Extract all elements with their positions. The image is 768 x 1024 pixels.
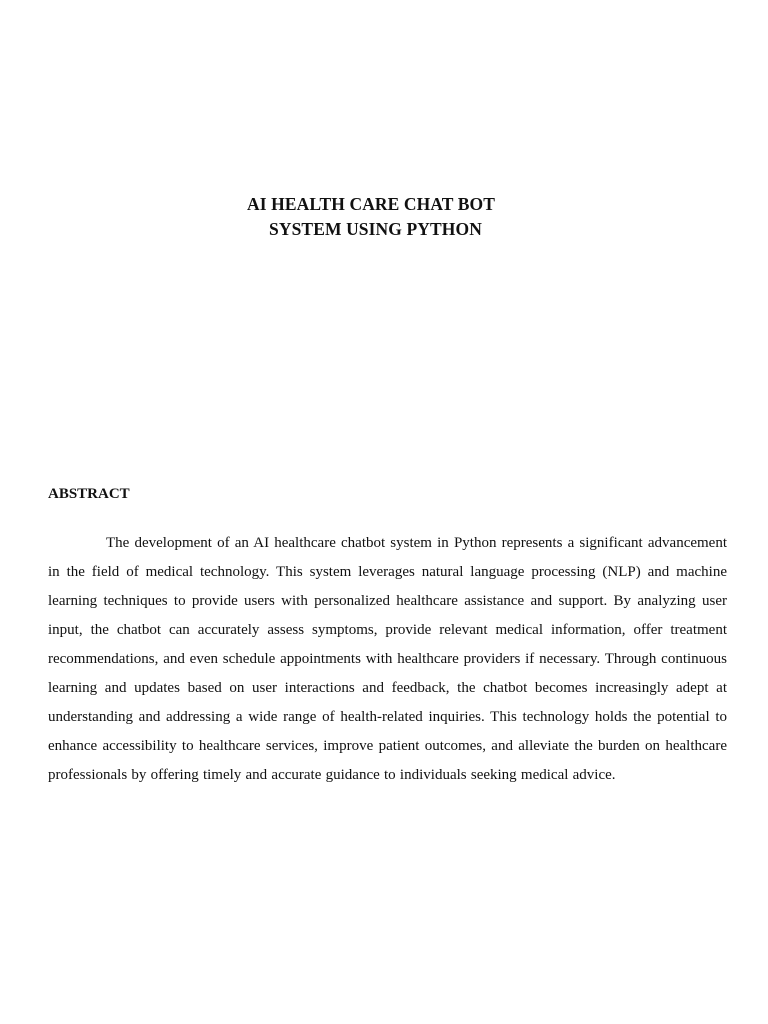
document-title — [0, 192, 768, 242]
title-line-2: SYSTEM USING PYTHON — [269, 219, 482, 239]
abstract-paragraph: The development of an AI healthcare chatbot system in Python represents a significant advancement in the field of medical technology. This system leverages natural language processing (NLP) and machine learning techniques to provide users with personalized healthcare assistance and support. By analyzing user input, the chatbot can accurately assess symptoms, provide relevant medical information, offer treatment recommendations, and even schedule appointments with healthcare providers if necessary. Through continuous learning and updates based on user interactions and feedback, the chatbot becomes increasingly adept at understanding and addressing a wide range of health-related inquiries. This technology holds the potential to enhance accessibility to healthcare services, improve patient outcomes, and alleviate the burden on healthcare professionals by offering timely and accurate guidance to individuals seeking medical advice. — [48, 535, 727, 783]
title-line-1: AI HEALTH CARE CHAT BOT — [246, 194, 495, 214]
abstract-heading: ABSTRACT — [48, 486, 130, 502]
